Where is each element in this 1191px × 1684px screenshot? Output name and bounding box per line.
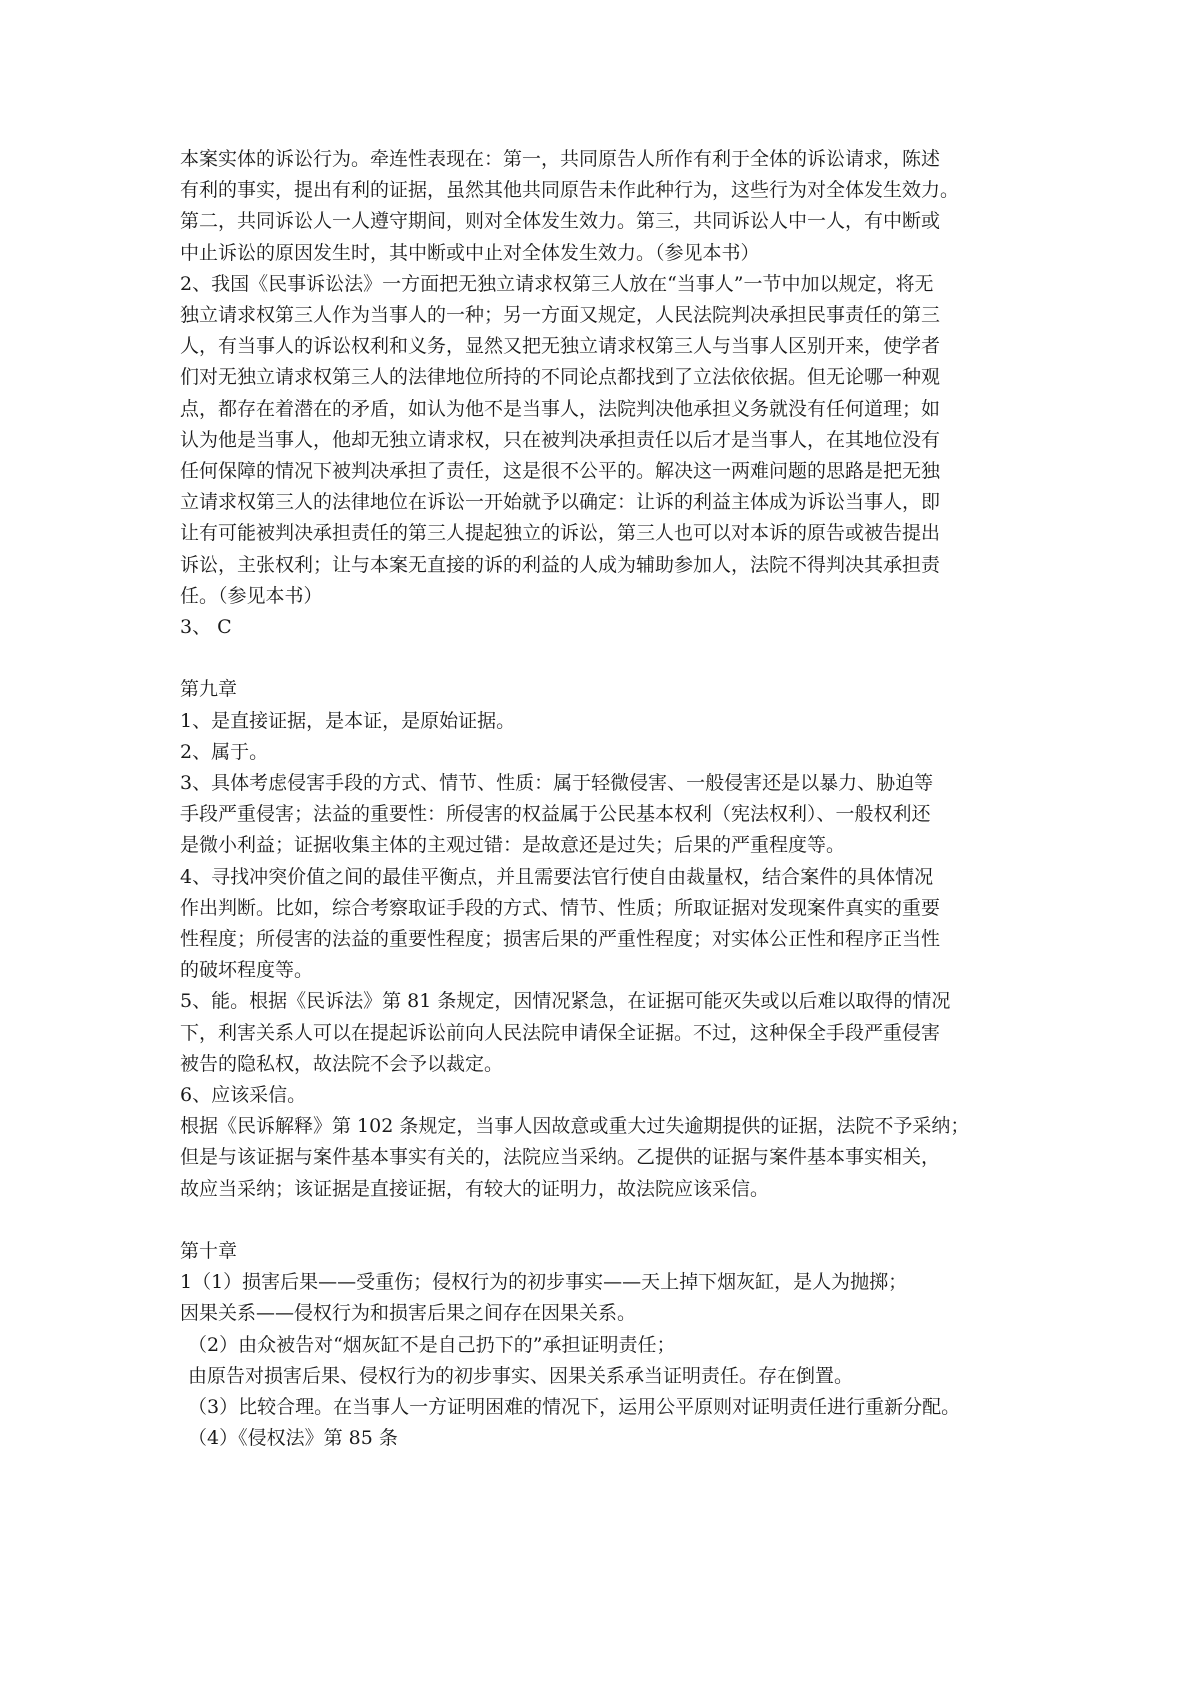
chapter-heading: 第九章: [180, 678, 238, 701]
text-line: 独立请求权第三人作为当事人的一种；另一方面又规定，人民法院判决承担民事责任的第三: [180, 304, 941, 327]
blank-line: [180, 643, 1020, 674]
text-line: 1（1）损害后果——受重伤；侵权行为的初步事实——天上掉下烟灰缸，是人为抛掷；: [180, 1271, 908, 1294]
text-line: （2）由众被告对“烟灰缸不是自己扔下的”承担证明责任；: [188, 1333, 676, 1356]
text-line: 由原告对损害后果、侵权行为的初步事实、因果关系承当证明责任。存在倒置。: [188, 1364, 854, 1387]
text-line: 根据《民诉解释》第 102 条规定，当事人因故意或重大过失逾期提供的证据，法院不予采纳；: [180, 1115, 970, 1138]
text-line: 立请求权第三人的法律地位在诉讼一开始就予以确定：让诉的利益主体成为诉讼当事人，即: [180, 491, 941, 514]
text-line: 们对无独立请求权第三人的法律地位所持的不同论点都找到了立法依依据。但无论哪一种观: [180, 366, 941, 389]
text-line: 认为他是当事人，他却无独立请求权，只在被判决承担责任以后才是当事人，在其地位没有: [180, 428, 941, 451]
text-line: 点，都存在着潜在的矛盾，如认为他不是当事人，法院判决他承担义务就没有任何道理；如: [180, 397, 941, 420]
document-body: [180, 144, 1020, 1455]
text-line: 是微小利益；证据收集主体的主观过错：是故意还是过失；后果的严重程度等。: [180, 834, 846, 857]
text-line: 作出判断。比如，综合考察取证手段的方式、情节、性质；所取证据对发现案件真实的重要: [180, 896, 941, 919]
text-line: 下，利害关系人可以在提起诉讼前向人民法院申请保全证据。不过，这种保全手段严重侵害: [180, 1021, 941, 1044]
text-line: 4、寻找冲突价值之间的最佳平衡点，并且需要法官行使自由裁量权，结合案件的具体情况: [180, 865, 934, 888]
text-line: 故应当采纳；该证据是直接证据，有较大的证明力，故法院应该采信。: [180, 1177, 770, 1200]
text-line: 诉讼，主张权利；让与本案无直接的诉的利益的人成为辅助参加人，法院不得判决其承担责: [180, 553, 941, 576]
text-line: 任何保障的情况下被判决承担了责任，这是很不公平的。解决这一两难问题的思路是把无独: [180, 460, 941, 483]
text-line: 中止诉讼的原因发生时，其中断或中止对全体发生效力。（参见本书）: [180, 241, 760, 264]
text-line: 3、 C: [180, 616, 232, 639]
text-line: 1、是直接证据，是本证，是原始证据。: [180, 709, 516, 732]
text-line: 3、具体考虑侵害手段的方式、情节、性质：属于轻微侵害、一般侵害还是以暴力、胁迫等: [180, 772, 934, 795]
text-line: 但是与该证据与案件基本事实有关的，法院应当采纳。乙提供的证据与案件基本事实相关，: [180, 1146, 941, 1169]
text-line: 手段严重侵害；法益的重要性：所侵害的权益属于公民基本权利（宪法权利）、一般权利还: [180, 803, 931, 826]
text-line: 任。（参见本书）: [180, 584, 323, 607]
text-line: 2、属于。: [180, 740, 269, 763]
text-line: 的破坏程度等。: [180, 959, 314, 982]
text-line: 人，有当事人的诉讼权利和义务，显然又把无独立请求权第三人与当事人区别开来，使学者: [180, 335, 941, 358]
text-line: （4）《侵权法》第 85 条: [188, 1427, 398, 1450]
chapter-heading: 第十章: [180, 1240, 238, 1263]
text-line: 第二，共同诉讼人一人遵守期间，则对全体发生效力。第三，共同诉讼人中一人，有中断或: [180, 210, 941, 233]
text-line: 有利的事实，提出有利的证据，虽然其他共同原告未作此种行为，这些行为对全体发生效力。: [180, 179, 960, 202]
text-line: 让有可能被判决承担责任的第三人提起独立的诉讼，第三人也可以对本诉的原告或被告提出: [180, 522, 941, 545]
text-line: 因果关系——侵权行为和损害后果之间存在因果关系。: [180, 1302, 637, 1325]
blank-line: [180, 1205, 1020, 1236]
text-line: 本案实体的诉讼行为。牵连性表现在：第一，共同原告人所作有利于全体的诉讼请求，陈述: [180, 148, 941, 170]
text-line: 6、应该采信。: [180, 1084, 307, 1107]
text-line: 性程度；所侵害的法益的重要性程度；损害后果的严重性程度；对实体公正性和程序正当性: [180, 928, 941, 951]
text-line: （3）比较合理。在当事人一方证明困难的情况下，运用公平原则对证明责任进行重新分配。: [188, 1396, 961, 1419]
text-line: 5、能。根据《民诉法》第 81 条规定，因情况紧急，在证据可能灭失或以后难以取得的情况: [180, 990, 951, 1013]
text-line: 被告的隐私权，故法院不会予以裁定。: [180, 1052, 504, 1075]
text-line: 2、我国《民事诉讼法》一方面把无独立请求权第三人放在“当事人”一节中加以规定，将无: [180, 272, 934, 295]
